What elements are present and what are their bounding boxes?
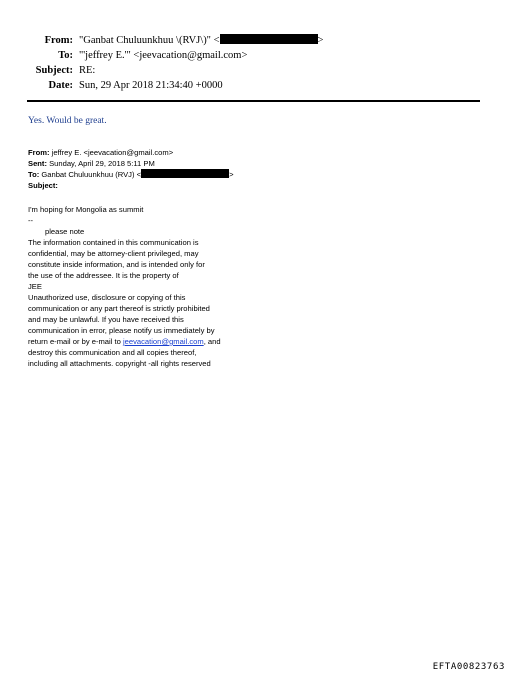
message-line: I'm hoping for Mongolia as summit [28, 205, 144, 214]
email-link[interactable]: jeevacation@gmail.com [122, 337, 204, 346]
header-subject-row [0, 63, 512, 78]
quoted-to-close: > [229, 170, 234, 179]
quoted-from-label: From: [28, 148, 50, 157]
document-id: EFTA00823763 [432, 662, 505, 672]
disclaimer-line: confidential, may be attorney-client privileged, may [28, 249, 199, 258]
disclaimer-line: including all attachments. copyright -all rights reserved [28, 359, 211, 368]
quoted-subject-label: Subject: [28, 181, 58, 190]
disclaimer-line: and may be unlawful. If you have received this [28, 315, 184, 324]
disclaimer-line: communication in error, please notify us immediately by [28, 326, 215, 335]
quoted-sent-value: Sunday, April 29, 2018 5:11 PM [46, 159, 155, 168]
to-label: To: [58, 50, 73, 61]
email-header [0, 33, 512, 93]
disclaimer-line: Unauthorized use, disclosure or copying of this [28, 293, 186, 302]
quoted-from-row [28, 147, 328, 158]
disclaimer-line [28, 336, 328, 347]
to-value: "'jeffrey E.'" <jeevacation@gmail.com> [79, 50, 248, 61]
return-prefix: return e-mail or by e-mail to [28, 337, 123, 346]
header-to-row [0, 48, 512, 63]
quoted-from-value: jeffrey E. <jeevacation@gmail.com> [49, 148, 174, 157]
return-suffix: , and [203, 337, 221, 346]
date-value: Sun, 29 Apr 2018 21:34:40 +0000 [79, 80, 223, 91]
quoted-to-row [28, 169, 328, 180]
message-body [28, 204, 328, 369]
subject-label: Subject: [35, 65, 73, 76]
disclaimer-line: JEE [28, 282, 42, 291]
header-date-row [0, 78, 512, 93]
quoted-sent-row [28, 158, 328, 169]
redaction-bar [220, 34, 318, 44]
quoted-header [28, 147, 328, 191]
from-value [79, 33, 323, 48]
quoted-to-label: To: [28, 170, 40, 179]
quoted-to-value: Ganbat Chuluunkhuu (RVJ) < [39, 170, 142, 179]
disclaimer-line: communication or any part thereof is strictly prohibited [28, 304, 210, 313]
from-label: From: [44, 35, 73, 46]
quoted-sent-label: Sent: [28, 159, 47, 168]
disclaimer-line: constitute inside information, and is intended only for [28, 260, 205, 269]
from-close: > [317, 35, 324, 46]
subject-value: RE: [79, 65, 96, 76]
reply-text: Yes. Would be great. [28, 116, 107, 126]
date-label: Date: [48, 80, 73, 91]
disclaimer-line: destroy this communication and all copies thereof, [28, 348, 197, 357]
quoted-subject-row [28, 180, 328, 191]
disclaimer-line: The information contained in this communication is [28, 238, 199, 247]
from-sender: "Ganbat Chuluunkhuu \(RVJ\)" < [79, 35, 220, 46]
header-divider [27, 100, 480, 102]
redaction-bar [141, 169, 229, 178]
disclaimer-line: the use of the addressee. It is the property of [28, 271, 179, 280]
please-note: please note [45, 227, 85, 236]
header-from-row [0, 33, 512, 48]
signature-separator: -- [28, 216, 34, 225]
